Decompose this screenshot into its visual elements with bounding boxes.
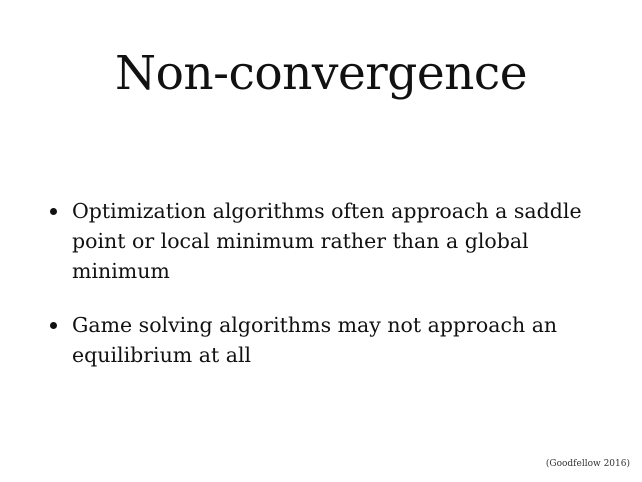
bullet-text: Game solving algorithms may not approach an equilibrium at all [72, 313, 558, 367]
citation: (Goodfellow 2016) [545, 459, 630, 469]
bullet-list [40, 196, 600, 394]
bullet-dot-icon [50, 322, 57, 329]
bullet-text: Optimization algorithms often approach a saddle point or local minimum rather than a global minimum [72, 199, 582, 283]
bullet-item [40, 196, 600, 286]
bullet-item [40, 310, 600, 370]
bullet-dot-icon [50, 208, 57, 215]
slide-title: Non-convergence [114, 46, 528, 101]
